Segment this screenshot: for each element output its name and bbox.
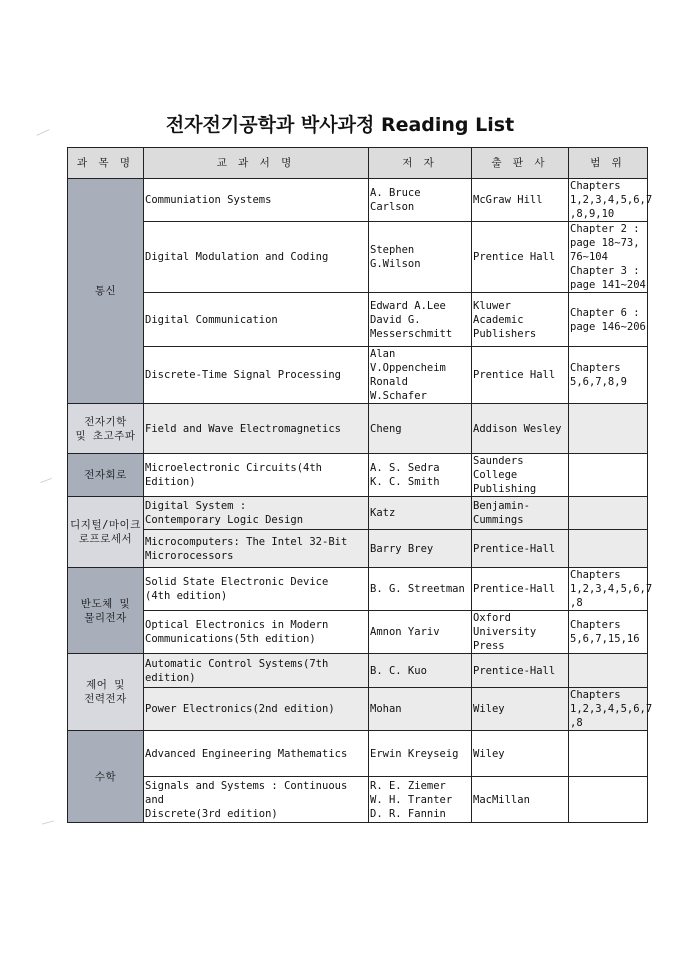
table-header-row xyxy=(68,148,648,179)
book-cell: Microelectronic Circuits(4th Edition) xyxy=(144,454,369,497)
category-math: 수학 xyxy=(68,731,144,823)
table-row xyxy=(68,731,648,777)
book-cell: Power Electronics(2nd edition) xyxy=(144,688,369,731)
header-subject: 과 목 명 xyxy=(68,148,144,179)
book-cell: Optical Electronics in Modern Communications(5th edition) xyxy=(144,611,369,654)
header-publisher: 출 판 사 xyxy=(472,148,569,179)
publisher-cell: Prentice-Hall xyxy=(472,654,569,688)
table-row xyxy=(68,530,648,568)
book-cell: Solid State Electronic Device (4th edition) xyxy=(144,568,369,611)
range-cell xyxy=(569,454,648,497)
publisher-cell: Prentice-Hall xyxy=(472,530,569,568)
range-cell: Chapter 6 : page 146~206 xyxy=(569,293,648,347)
table-row xyxy=(68,179,648,222)
author-cell: Edward A.Lee David G. Messerschmitt xyxy=(369,293,472,347)
range-cell: Chapters 1,2,3,4,5,6,7 ,8 xyxy=(570,689,653,729)
table-row xyxy=(68,568,648,611)
book-cell: Digital Modulation and Coding xyxy=(144,222,369,293)
author-cell: Barry Brey xyxy=(369,530,472,568)
category-control: 제어 및 전력전자 xyxy=(68,654,144,731)
book-cell: Communiation Systems xyxy=(144,179,369,222)
book-cell: Signals and Systems : Continuous and Discrete(3rd edition) xyxy=(144,777,369,823)
publisher-cell: Prentice Hall xyxy=(472,347,569,404)
book-cell: Field and Wave Electromagnetics xyxy=(144,404,369,454)
author-cell: B. C. Kuo xyxy=(369,654,472,688)
header-author: 저 자 xyxy=(369,148,472,179)
author-cell: B. G. Streetman xyxy=(369,568,472,611)
table-row xyxy=(68,497,648,530)
category-comm: 통신 xyxy=(68,179,144,404)
category-em: 전자기학 및 초고주파 xyxy=(68,404,144,454)
publisher-cell: Saunders College Publishing xyxy=(472,454,569,497)
category-digital: 디지털/마이크 로프로세서 xyxy=(68,497,144,568)
range-cell xyxy=(569,404,648,454)
author-cell: Mohan xyxy=(369,688,472,731)
author-cell: Erwin Kreyseig xyxy=(369,731,472,777)
range-cell: Chapters 1,2,3,4,5,6,7 ,8 xyxy=(570,569,653,609)
category-semi: 반도체 및 물리전자 xyxy=(68,568,144,654)
author-cell: Katz xyxy=(369,497,472,530)
author-cell: Amnon Yariv xyxy=(369,611,472,654)
publisher-cell: Benjamin-Cummings xyxy=(472,497,569,530)
author-cell: Cheng xyxy=(369,404,472,454)
table-row xyxy=(68,654,648,688)
table-row xyxy=(68,688,648,731)
table-row xyxy=(68,222,648,293)
publisher-cell: Wiley xyxy=(472,688,569,731)
scan-mark xyxy=(40,478,52,483)
book-cell: Digital System : Contemporary Logic Design xyxy=(144,497,369,530)
range-cell: Chapter 2 : page 18~73, 76~104 Chapter 3 : page 141~204 xyxy=(570,223,646,291)
publisher-cell: Kluwer Academic Publishers xyxy=(472,293,569,347)
header-textbook: 교 과 서 명 xyxy=(144,148,369,179)
range-cell xyxy=(569,654,648,688)
range-cell: Chapters 1,2,3,4,5,6,7 ,8,9,10 xyxy=(570,180,653,220)
publisher-cell: Wiley xyxy=(472,731,569,777)
publisher-cell: McGraw Hill xyxy=(472,179,569,222)
table-row xyxy=(68,611,648,654)
range-cell xyxy=(569,777,648,823)
publisher-cell: MacMillan xyxy=(472,777,569,823)
book-cell: Microcomputers: The Intel 32-Bit Microrocessors xyxy=(144,530,369,568)
table-row xyxy=(68,404,648,454)
range-cell: Chapters 5,6,7,15,16 xyxy=(569,611,648,654)
page-title: 전자전기공학과 박사과정 Reading List xyxy=(165,114,515,136)
range-cell xyxy=(569,497,648,530)
reading-list-table xyxy=(67,147,653,823)
range-cell xyxy=(569,530,648,568)
author-cell: A. S. Sedra K. C. Smith xyxy=(369,454,472,497)
publisher-cell: Prentice-Hall xyxy=(472,568,569,611)
table-row xyxy=(68,454,648,497)
table-row xyxy=(68,293,648,347)
book-cell: Advanced Engineering Mathematics xyxy=(144,731,369,777)
author-cell: R. E. Ziemer W. H. Tranter D. R. Fannin xyxy=(369,777,472,823)
author-cell: Alan V.Oppencheim Ronald W.Schafer xyxy=(369,347,472,404)
book-cell: Automatic Control Systems(7th edition) xyxy=(144,654,369,688)
table-row xyxy=(68,347,648,404)
header-range: 범 위 xyxy=(569,148,648,179)
range-cell: Chapters 5,6,7,8,9 xyxy=(569,347,648,404)
author-cell: Stephen G.Wilson xyxy=(369,222,472,293)
range-cell xyxy=(569,731,648,777)
book-cell: Digital Communication xyxy=(144,293,369,347)
category-circuit: 전자회로 xyxy=(68,454,144,497)
publisher-cell: Addison Wesley xyxy=(472,404,569,454)
publisher-cell: Prentice Hall xyxy=(472,222,569,293)
scan-mark xyxy=(42,820,54,824)
book-cell: Discrete-Time Signal Processing xyxy=(144,347,369,404)
publisher-cell: Oxford University Press xyxy=(472,611,569,654)
table-row xyxy=(68,777,648,823)
author-cell: A. Bruce Carlson xyxy=(369,179,472,222)
